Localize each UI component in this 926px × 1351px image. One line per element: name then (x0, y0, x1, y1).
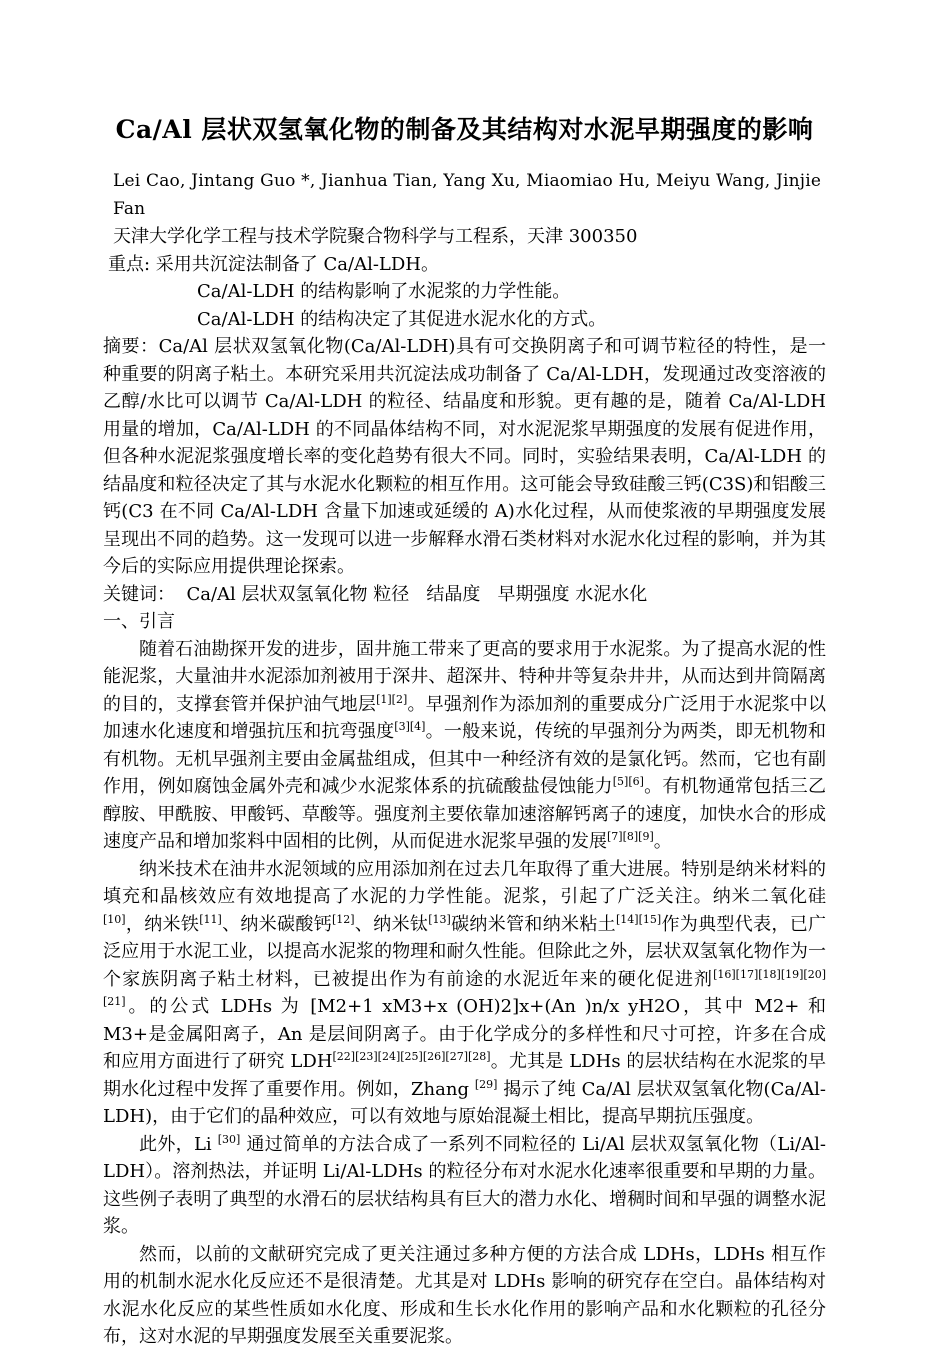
citation-ref: [29] (474, 1077, 498, 1091)
keywords-line (103, 581, 826, 609)
text-run: 作为典型代表，已广泛应用于水泥工业，以提高水泥浆的物理和耐久性能。但除此之外，层状双氢氧化物作为一个家族阴离子粘土材料，已被提出作为有前途的水泥近年来的硬化促进剂 (103, 913, 827, 990)
text-run: 然而，以前的文献研究完成了更关注通过多种方便的方法合成 LDHs，LDHs 相互作用的机制水泥水化反应还不是很清楚。尤其是对 LDHs 影响的研究存在空白。晶体结构对水泥水化反应的某些性质如水化度、形成和生长水化作用的影响产品和水化颗粒的孔径分布，这对水泥的早期强度发展至关重要泥浆。 (103, 1243, 826, 1347)
citation-ref: [1][2] (376, 692, 408, 706)
keywords-text: Ca/Al 层状双氢氧化物 粒径 结晶度 早期强度 水泥水化 (175, 583, 648, 605)
citation-ref: [16][17][18][19][20][21] (103, 967, 826, 1008)
intro-paragraph-2 (103, 856, 826, 1131)
citation-ref: [22][23][24][25][26][27][28] (332, 1050, 491, 1063)
citation-ref: [10] (103, 912, 126, 926)
text-run: 。 (653, 831, 672, 852)
citation-ref: [14][15] (615, 912, 662, 926)
text-run: 。的公式 LDHs 为 [M2+1 xM3+x (OH)2]x+(An )n/x yH2O，其中 M2+ 和 M3+是金属阳离子，An 是层间阴离子。由于化学成分的多样性和尺寸可控，许多在合成和应用方面进行了研究 LDH (103, 996, 826, 1072)
citation-ref: [11] (199, 912, 222, 926)
text-run: 。尤其是 LDHs 的层状结构在水泥浆的早期水化过程中发挥了重要作用。例如，Zhang (103, 1051, 826, 1100)
keywords-label: 关键词： (103, 583, 175, 605)
intro-paragraph-1 (103, 636, 826, 856)
highlight-item: 采用共沉淀法制备了 Ca/Al-LDH。 (155, 253, 440, 275)
text-run: 。早强剂作为添加剂的重要成分广泛用于水泥浆中以加速水化速度和增强抗压和抗弯强度 (103, 693, 827, 742)
text-run: 随着石油勘探开发的进步，固井施工带来了更高的要求用于水泥浆。为了提高水泥的性能泥浆，大量油井水泥添加剂被用于深井、超深井、特种井等复杂井井，从而达到井筒隔离的目的，支撑套管并保护油气地层 (103, 638, 826, 715)
highlights-label: 重点: (108, 253, 156, 275)
text-run: 通过简单的方法合成了一系列不同粒径的 Li/Al 层状双氢氧化物（Li/Al-LDH）。溶剂热法，并证明 Li/Al-LDHs 的粒径分布对水泥水化速率很重要和早期的力量。这些例子表明了典型的水滑石的层状结构具有巨大的潜力水化、增稠时间和早强的调整水泥浆。 (103, 1133, 826, 1237)
section-heading-introduction: 一、引言 (103, 611, 175, 632)
intro-paragraph-3 (103, 1131, 826, 1241)
text-run: ，纳米铁 (125, 913, 200, 935)
paper-title: Ca/Al 层状双氢氧化物的制备及其结构对水泥早期强度的影响 (115, 115, 814, 144)
citation-ref: [7][8][9] (607, 830, 654, 843)
highlight-item: Ca/Al-LDH 的结构影响了水泥浆的力学性能。 (197, 281, 571, 302)
affiliation-line: 天津大学化学工程与技术学院聚合物科学与工程系，天津 300350 (113, 226, 638, 247)
text-run: 。一般来说，传统的早强剂分为两类，即无机物和有机物。无机早强剂主要由金属盐组成，但其中一种经济有效的是氯化钙。然而，它也有副作用，例如腐蚀金属外壳和减少水泥浆体系的抗硫酸盐侵蚀能力 (103, 721, 826, 797)
abstract-label: 摘要： (103, 336, 159, 357)
citation-ref: [12] (332, 912, 355, 926)
citation-ref: [3][4] (394, 720, 426, 733)
highlight-line-1 (103, 251, 826, 279)
text-run: 、纳米钛 (354, 913, 429, 935)
authors-line: Lei Cao, Jintang Guo *, Jianhua Tian, Yang Xu, Miaomiao Hu, Meiyu Wang, Jinjie Fan (113, 171, 822, 219)
abstract-text: Ca/Al 层状双氢氧化物(Ca/Al-LDH)具有可交换阴离子和可调节粒径的特性，是一种重要的阴离子粘土。本研究采用共沉淀法成功制备了 Ca/Al-LDH，发现通过改变溶液的乙醇/水比可以调节 Ca/Al-LDH 的粒径、结晶度和形貌。更有趣的是，随着 Ca/Al-LDH 用量的增加，Ca/Al-LDH 的不同晶体结构不同，对水泥泥浆早期强度的发展有促进作用，但各种水泥泥浆强度增长率的变化趋势有很大不同。同时，实验结果表明，Ca/Al-LDH 的结晶度和粒径决定了其与水泥水化颗粒的相互作用。这可能会导致硅酸三钙(C3S)和铝酸三钙(C3 在不同 Ca/Al-LDH 含量下加速或延缓的 A)水化过程，从而使浆液的早期强度发展呈现出不同的趋势。这一发现可以进一步解释水滑石类材料对水泥水化过程的影响，并为其今后的实际应用提供理论探索。 (103, 336, 827, 577)
highlights-block (103, 251, 826, 334)
citation-ref: [5][6] (612, 775, 644, 788)
abstract-paragraph (103, 333, 826, 581)
text-run: 碳纳米管和纳米粘土 (450, 913, 616, 935)
highlight-item: Ca/Al-LDH 的结构决定了其促进水泥水化的方式。 (197, 308, 607, 330)
text-run: 、纳米碳酸钙 (221, 913, 333, 935)
citation-ref: [30] (217, 1132, 241, 1146)
text-run: 揭示了纯 Ca/Al 层状双氢氧化物(Ca/Al-LDH)，由于它们的晶种效应，可以有效地与原始混凝土相比，提高早期抗压强度。 (103, 1078, 826, 1127)
text-run: 。有机物通常包括三乙醇胺、甲酰胺、甲酸钙、草酸等。强度剂主要依靠加速溶解钙离子的速度，加快水合的形成速度产品和增加浆料中固相的比例，从而促进水泥浆早强的发展 (103, 776, 826, 852)
citation-ref: [13] (428, 912, 451, 926)
intro-paragraph-4 (103, 1241, 826, 1351)
text-run: 此外，Li (139, 1133, 218, 1155)
text-run: 纳米技术在油井水泥领域的应用添加剂在过去几年取得了重大进展。特别是纳米材料的填充和晶核效应有效地提高了水泥的力学性能。泥浆，引起了广泛关注。纳米二氧化硅 (103, 858, 826, 907)
